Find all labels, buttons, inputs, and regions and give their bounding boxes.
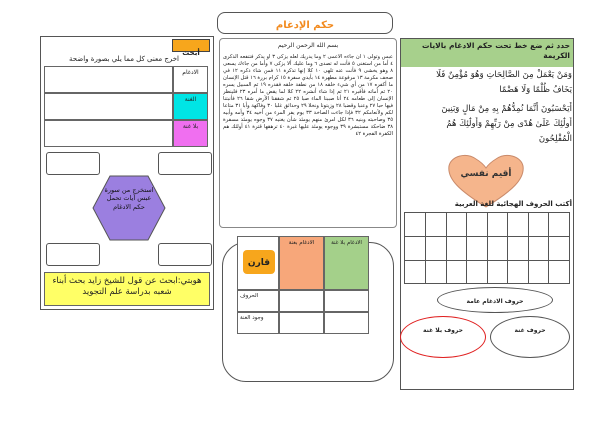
- verse-line: وَمَنْ يَعْمَلْ مِنَ الصَّالِحَاتِ وَهُوَ مُؤْمِنٌ فَلَا: [436, 70, 572, 80]
- hobby-box: [44, 272, 210, 306]
- compare-header-no-ghunna: الادغام بلا غنة: [324, 236, 369, 290]
- answer-box-top-left[interactable]: [46, 152, 100, 175]
- extract-prompt: اخرج معنى كل مما يلي بصورة واضحة: [69, 55, 179, 63]
- table-row-2-label: بلا غنة: [173, 120, 208, 147]
- compare-row-ghunna-ghunna[interactable]: [279, 312, 324, 334]
- verse-line: أَيَحْسَبُونَ أَنَّمَا نُمِدُّهُمْ بِهِ مِنْ مَالٍ وَبَنِينَ: [441, 104, 572, 114]
- research-badge: أبحث: [172, 39, 210, 52]
- heart-text: أقيم نفسي: [460, 169, 512, 179]
- alphabet-grid[interactable]: [404, 212, 570, 284]
- alphabet-label: أكتب الحروف الهجائية للغة العربية: [454, 200, 572, 208]
- answer-box-top-right[interactable]: [158, 152, 212, 175]
- table-row-1-label: الغنة: [173, 93, 208, 120]
- hexagon-text: استخرج من سورة عبس آيات تحمل حكم الادغام: [104, 186, 154, 211]
- page-title: حكم الإدغام: [275, 20, 335, 31]
- compare-row-ghunna-label: وجود الغنة: [237, 312, 279, 334]
- surah-text: عبس وتولى ١ أن جاءه الأعمى ٢ وما يدريك لعله يزكى ٣ أو يذكر فتنفعه الذكرى ٤ أما من استغنى ٥ فأنت له تصدى ٦ وما عليك ألا يزكى ٧ وأما من جاءك يسعى ٨ وهو يخشى ٩ فأنت عنه تلهى ١٠ كلا إنها تذكرة ١١ فمن شاء ذكره ١٢ في صحف مكرمة ١٣ مرفوعة مطهرة ١٤ بأيدي سفرة ١٥ كرام بررة ١٦ قتل الإنسان ما أكفره ١٧ من أي شيء خلقه ١٨ من نطفة خلقه فقدره ١٩ ثم السبيل يسره ٢٠ ثم أماته فأقبره ٢١ ثم إذا شاء أنشره ٢٢ كلا لما يقض ما أمره ٢٣ فلينظر الإنسان إلى طعامه ٢٤ أنا صببنا الماء صبا ٢٥ ثم شققنا الأرض شقا ٢٦ فأنبتنا فيها حبا ٢٧ وعنبا وقضبا ٢٨ وزيتونا ونخلا ٢٩ وحدائق غلبا ٣٠ وفاكهة وأبا ٣١ متاعا لكم ولأنعامكم ٣٢ فإذا جاءت الصاخة ٣٣ يوم يفر المرء من أخيه ٣٤ وأمه وأبيه ٣٥ وصاحبته وبنيه ٣٦ لكل امرئ منهم يومئذ شأن يغنيه ٣٧ وجوه يومئذ مسفرة ٣٨ ضاحكة مستبشرة ٣٩ ووجوه يومئذ عليها غبرة ٤٠ ترهقها قترة ٤١ أولئك هم الكفرة الفجرة ٤٢: [223, 54, 393, 137]
- instruction-box: [401, 39, 573, 67]
- ellipse-ghunna[interactable]: حروف غنة: [490, 316, 570, 358]
- compare-row-letters-no-ghunna[interactable]: [324, 290, 369, 312]
- instruction-text: حدد ثم ضع خط تحت حكم الادغام بالايات الكريمة: [421, 41, 570, 61]
- table-row-1-answer[interactable]: [44, 93, 173, 120]
- answer-box-bottom-left[interactable]: [46, 243, 100, 266]
- compare-table: [237, 236, 369, 334]
- hobby-text: هوبتي:ابحث عن قول للشيخ زايد بحث أبناء شعبه بدراسة علم التجويد: [52, 276, 202, 298]
- compare-header-ghunna: الادغام بغنة: [279, 236, 324, 290]
- table-row-0-answer[interactable]: [44, 66, 173, 93]
- table-row-2-answer[interactable]: [44, 120, 173, 147]
- compare-row-letters-ghunna[interactable]: [279, 290, 324, 312]
- verse-line: أُولَٰئِكَ عَلَىٰ هُدًى مِنْ رَبِّهِمْ وَأُولَٰئِكَ هُمُ: [446, 119, 572, 129]
- verse-line: الْمُفْلِحُونَ: [538, 134, 572, 144]
- compare-row-letters-label: الحروف: [237, 290, 279, 312]
- basmala: بسم الله الرحمن الرحيم: [277, 42, 339, 49]
- compare-row-ghunna-no-ghunna[interactable]: [324, 312, 369, 334]
- answer-box-bottom-right[interactable]: [158, 243, 212, 266]
- table-row-0-label: الادغام: [173, 66, 208, 93]
- ellipse-general[interactable]: حروف الادغام عامة: [437, 287, 553, 313]
- ellipse-no-ghunna[interactable]: حروف بلا غنة: [400, 316, 486, 358]
- verse-line: يَخَافُ ظُلْمًا وَلَا هَضْمًا: [499, 85, 572, 95]
- verses-box: [402, 68, 572, 163]
- definition-table: [44, 66, 208, 147]
- title-box: [217, 12, 393, 34]
- compare-label-badge: قارن: [243, 250, 275, 274]
